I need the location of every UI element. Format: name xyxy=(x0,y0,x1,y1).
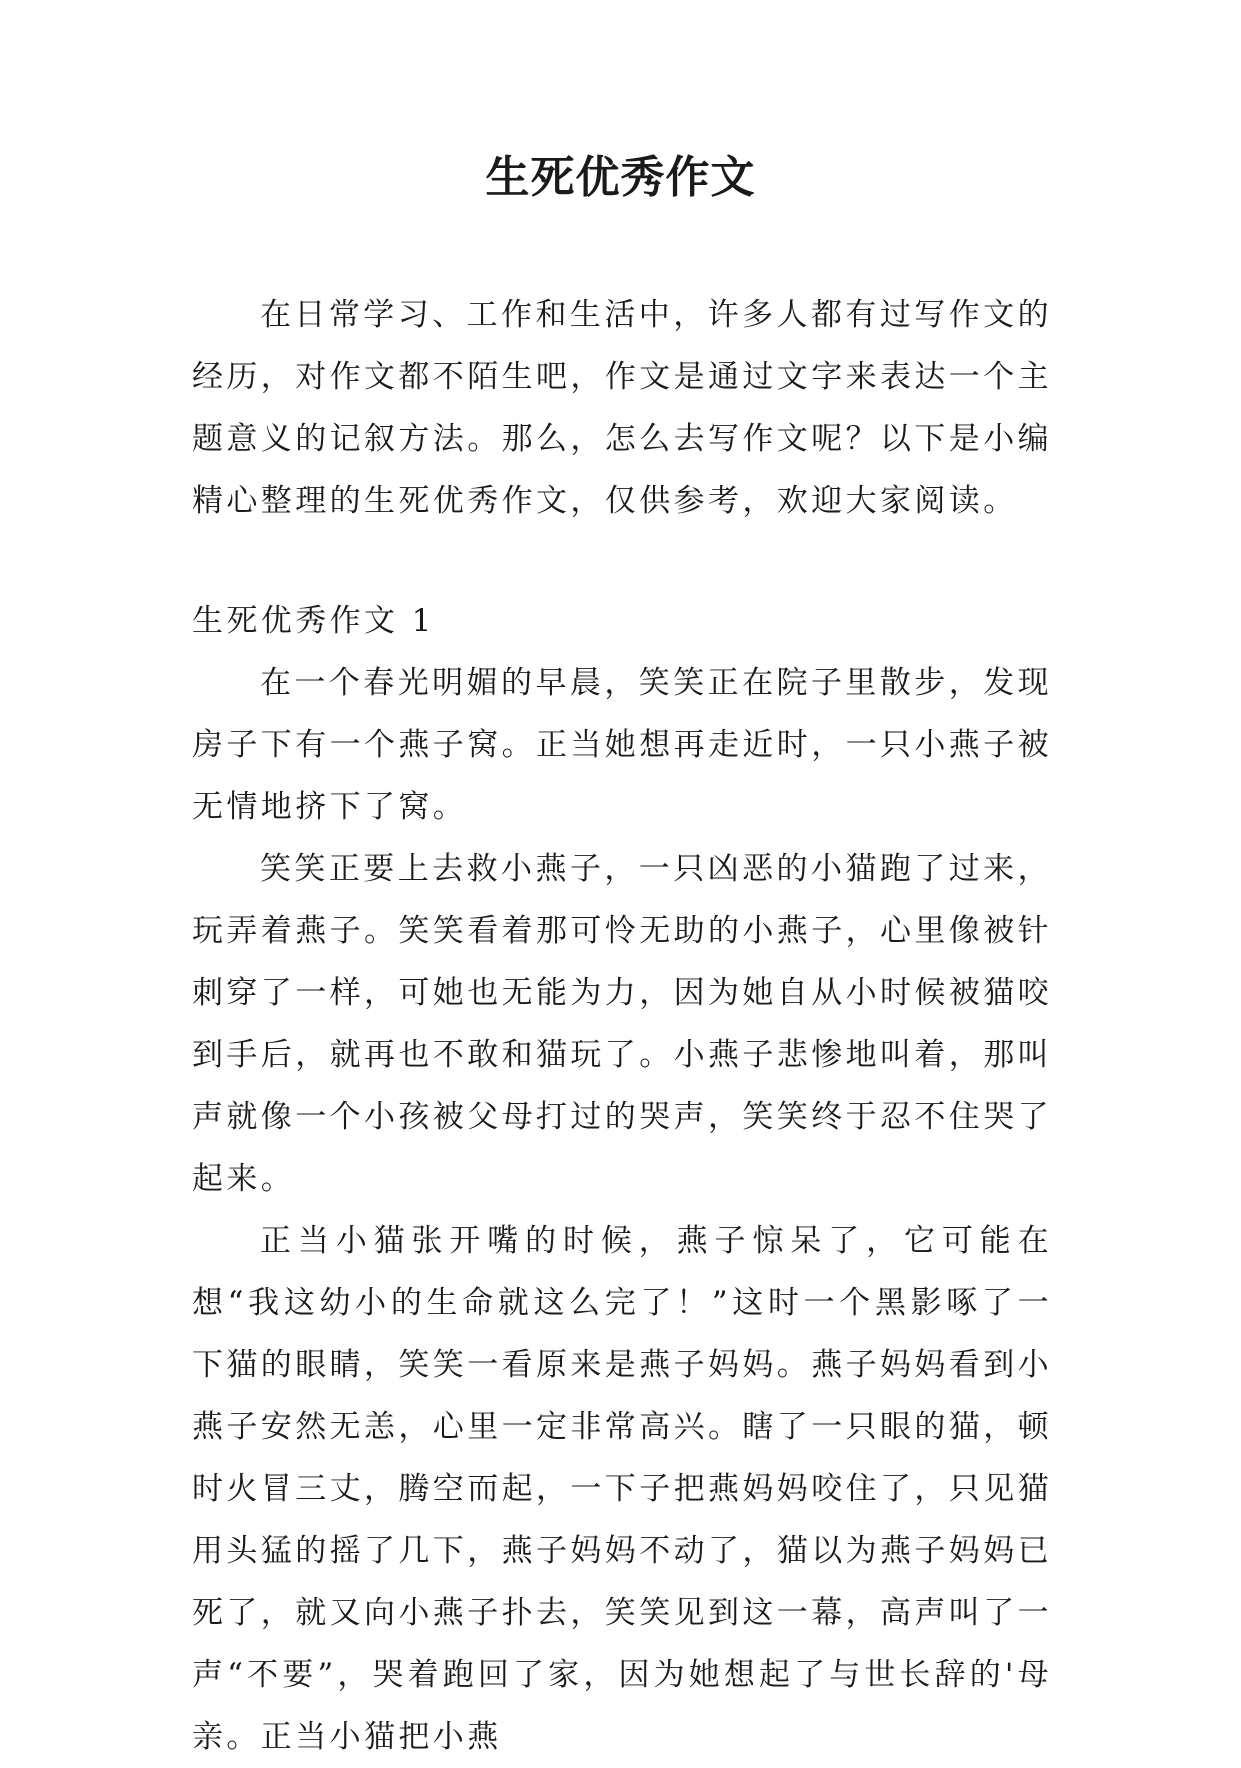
section-heading: 生死优秀作文 1 xyxy=(192,603,435,639)
document-body xyxy=(192,284,1052,1768)
body-paragraph: 正当小猫张开嘴的时候，燕子惊呆了，它可能在想“我这幼小的生命就这么完了！”这时一个黑影啄了一下猫的眼睛，笑笑一看原来是燕子妈妈。燕子妈妈看到小燕子安然无恙，心里一定非常高兴。瞎了一只眼的猫，顿时火冒三丈，腾空而起，一下子把燕妈妈咬住了，只见猫用头猛的摇了几下，燕子妈妈不动了，猫以为燕子妈妈已死了，就又向小燕子扑去，笑笑见到这一幕，高声叫了一声“不要”，哭着跑回了家，因为她想起了与世长辞的'母亲。正当小猫把小燕 xyxy=(192,1223,1052,1755)
body-paragraph: 笑笑正要上去救小燕子，一只凶恶的小猫跑了过来，玩弄着燕子。笑笑看着那可怜无助的小燕子，心里像被针刺穿了一样，可她也无能为力，因为她自从小时候被猫咬到手后，就再也不敢和猫玩了。小燕子悲惨地叫着，那叫声就像一个小孩被父母打过的哭声，笑笑终于忍不住哭了起来。 xyxy=(192,851,1052,1197)
intro-paragraph: 在日常学习、工作和生活中，许多人都有过写作文的经历，对作文都不陌生吧，作文是通过文字来表达一个主题意义的记叙方法。那么，怎么去写作文呢？以下是小编精心整理的生死优秀作文，仅供参考，欢迎大家阅读。 xyxy=(192,297,1052,519)
document-title: 生死优秀作文 xyxy=(485,152,756,203)
body-paragraph: 在一个春光明媚的早晨，笑笑正在院子里散步，发现房子下有一个燕子窝。正当她想再走近时，一只小燕子被无情地挤下了窝。 xyxy=(192,665,1052,825)
